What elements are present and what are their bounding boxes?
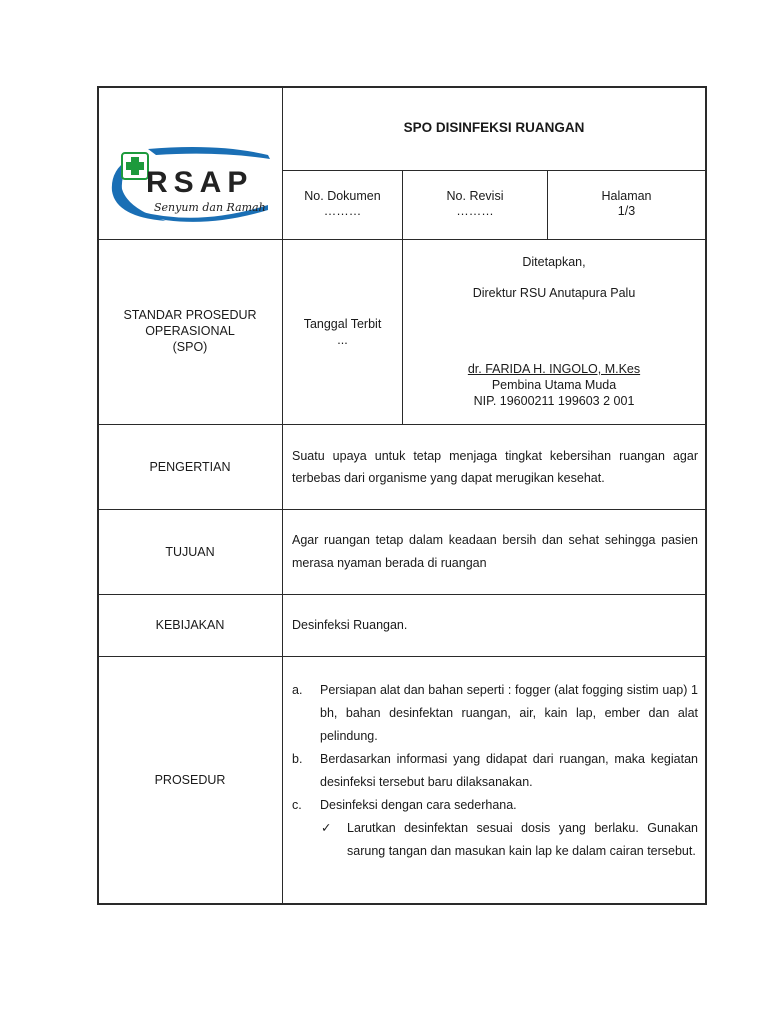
kebijakan-label: KEBIJAKAN [155, 618, 225, 632]
row-divider [97, 656, 707, 657]
signer-name: dr. FARIDA H. INGOLO, M.Kes [467, 362, 641, 376]
prosedur-step-c [292, 794, 698, 817]
checkmark-icon: ✓ [321, 821, 332, 835]
table-border-bottom [97, 903, 707, 905]
spo-label-line3: (SPO) [172, 340, 208, 354]
ditetapkan-text: Ditetapkan, [522, 255, 586, 269]
spo-label-line1: STANDAR PROSEDUR [123, 308, 257, 322]
substep-text: Larutkan desinfektan sesuai dosis yang berlaku. Gunakan sarung tangan dan masukan kain lap ke dalam cairan tersebut. [347, 821, 698, 858]
revision-label: No. Revisi [446, 189, 504, 203]
signer-nip: NIP. 19600211 199603 2 001 [473, 394, 635, 408]
prosedur-list [292, 679, 698, 863]
signer-rank: Pembina Utama Muda [491, 378, 617, 392]
step-marker: c. [292, 798, 302, 812]
header-divider [282, 170, 706, 171]
tujuan-label: TUJUAN [165, 545, 215, 559]
prosedur-substep [292, 817, 698, 863]
doc-number-label: No. Dokumen [304, 189, 381, 203]
director-title: Direktur RSU Anutapura Palu [472, 286, 636, 300]
page-label: Halaman [601, 189, 652, 203]
hospital-logo [108, 147, 270, 225]
kebijakan-text: Desinfeksi Ruangan. [292, 618, 408, 632]
pengertian-label: PENGERTIAN [149, 460, 231, 474]
step-marker: a. [292, 683, 303, 697]
prosedur-label: PROSEDUR [154, 773, 226, 787]
pengertian-text: Suatu upaya untuk tetap menjaga tingkat kebersihan ruangan agar terbebas dari organisme yang dapat merugikan kesehat. [292, 449, 698, 485]
spo-label-line2: OPERASIONAL [145, 324, 235, 338]
doc-number-value: ……… [323, 204, 362, 218]
step-marker: b. [292, 752, 303, 766]
table-border-top [97, 86, 707, 88]
revision-value: ……… [456, 204, 494, 218]
table-border-right [705, 86, 707, 905]
step-text: Desinfeksi dengan cara sederhana. [320, 798, 517, 812]
tujuan-text: Agar ruangan tetap dalam keadaan bersih dan sehat sehingga pasien merasa nyaman berada di ruangan [292, 533, 698, 570]
issue-date-label: Tanggal Terbit [303, 317, 382, 331]
prosedur-step-a [292, 679, 698, 748]
step-text: Persiapan alat dan bahan seperti : fogger (alat fogging sistim uap) 1 bh, bahan desinfektan ruangan, air, kain lap, ember dan alat pelindung. [320, 683, 698, 743]
logo-tagline: Senyum dan Ramah [154, 201, 266, 214]
step-text: Berdasarkan informasi yang didapat dari ruangan, maka kegiatan desinfeksi tersebut baru dilaksanakan. [320, 752, 698, 789]
row-divider [97, 509, 707, 510]
document-title: SPO DISINFEKSI RUANGAN [403, 120, 585, 135]
issue-date-value: ... [337, 333, 348, 347]
prosedur-step-b [292, 748, 698, 794]
row-divider [97, 594, 707, 595]
logo-text: RSAP [146, 166, 254, 199]
page-value: 1/3 [617, 204, 636, 218]
